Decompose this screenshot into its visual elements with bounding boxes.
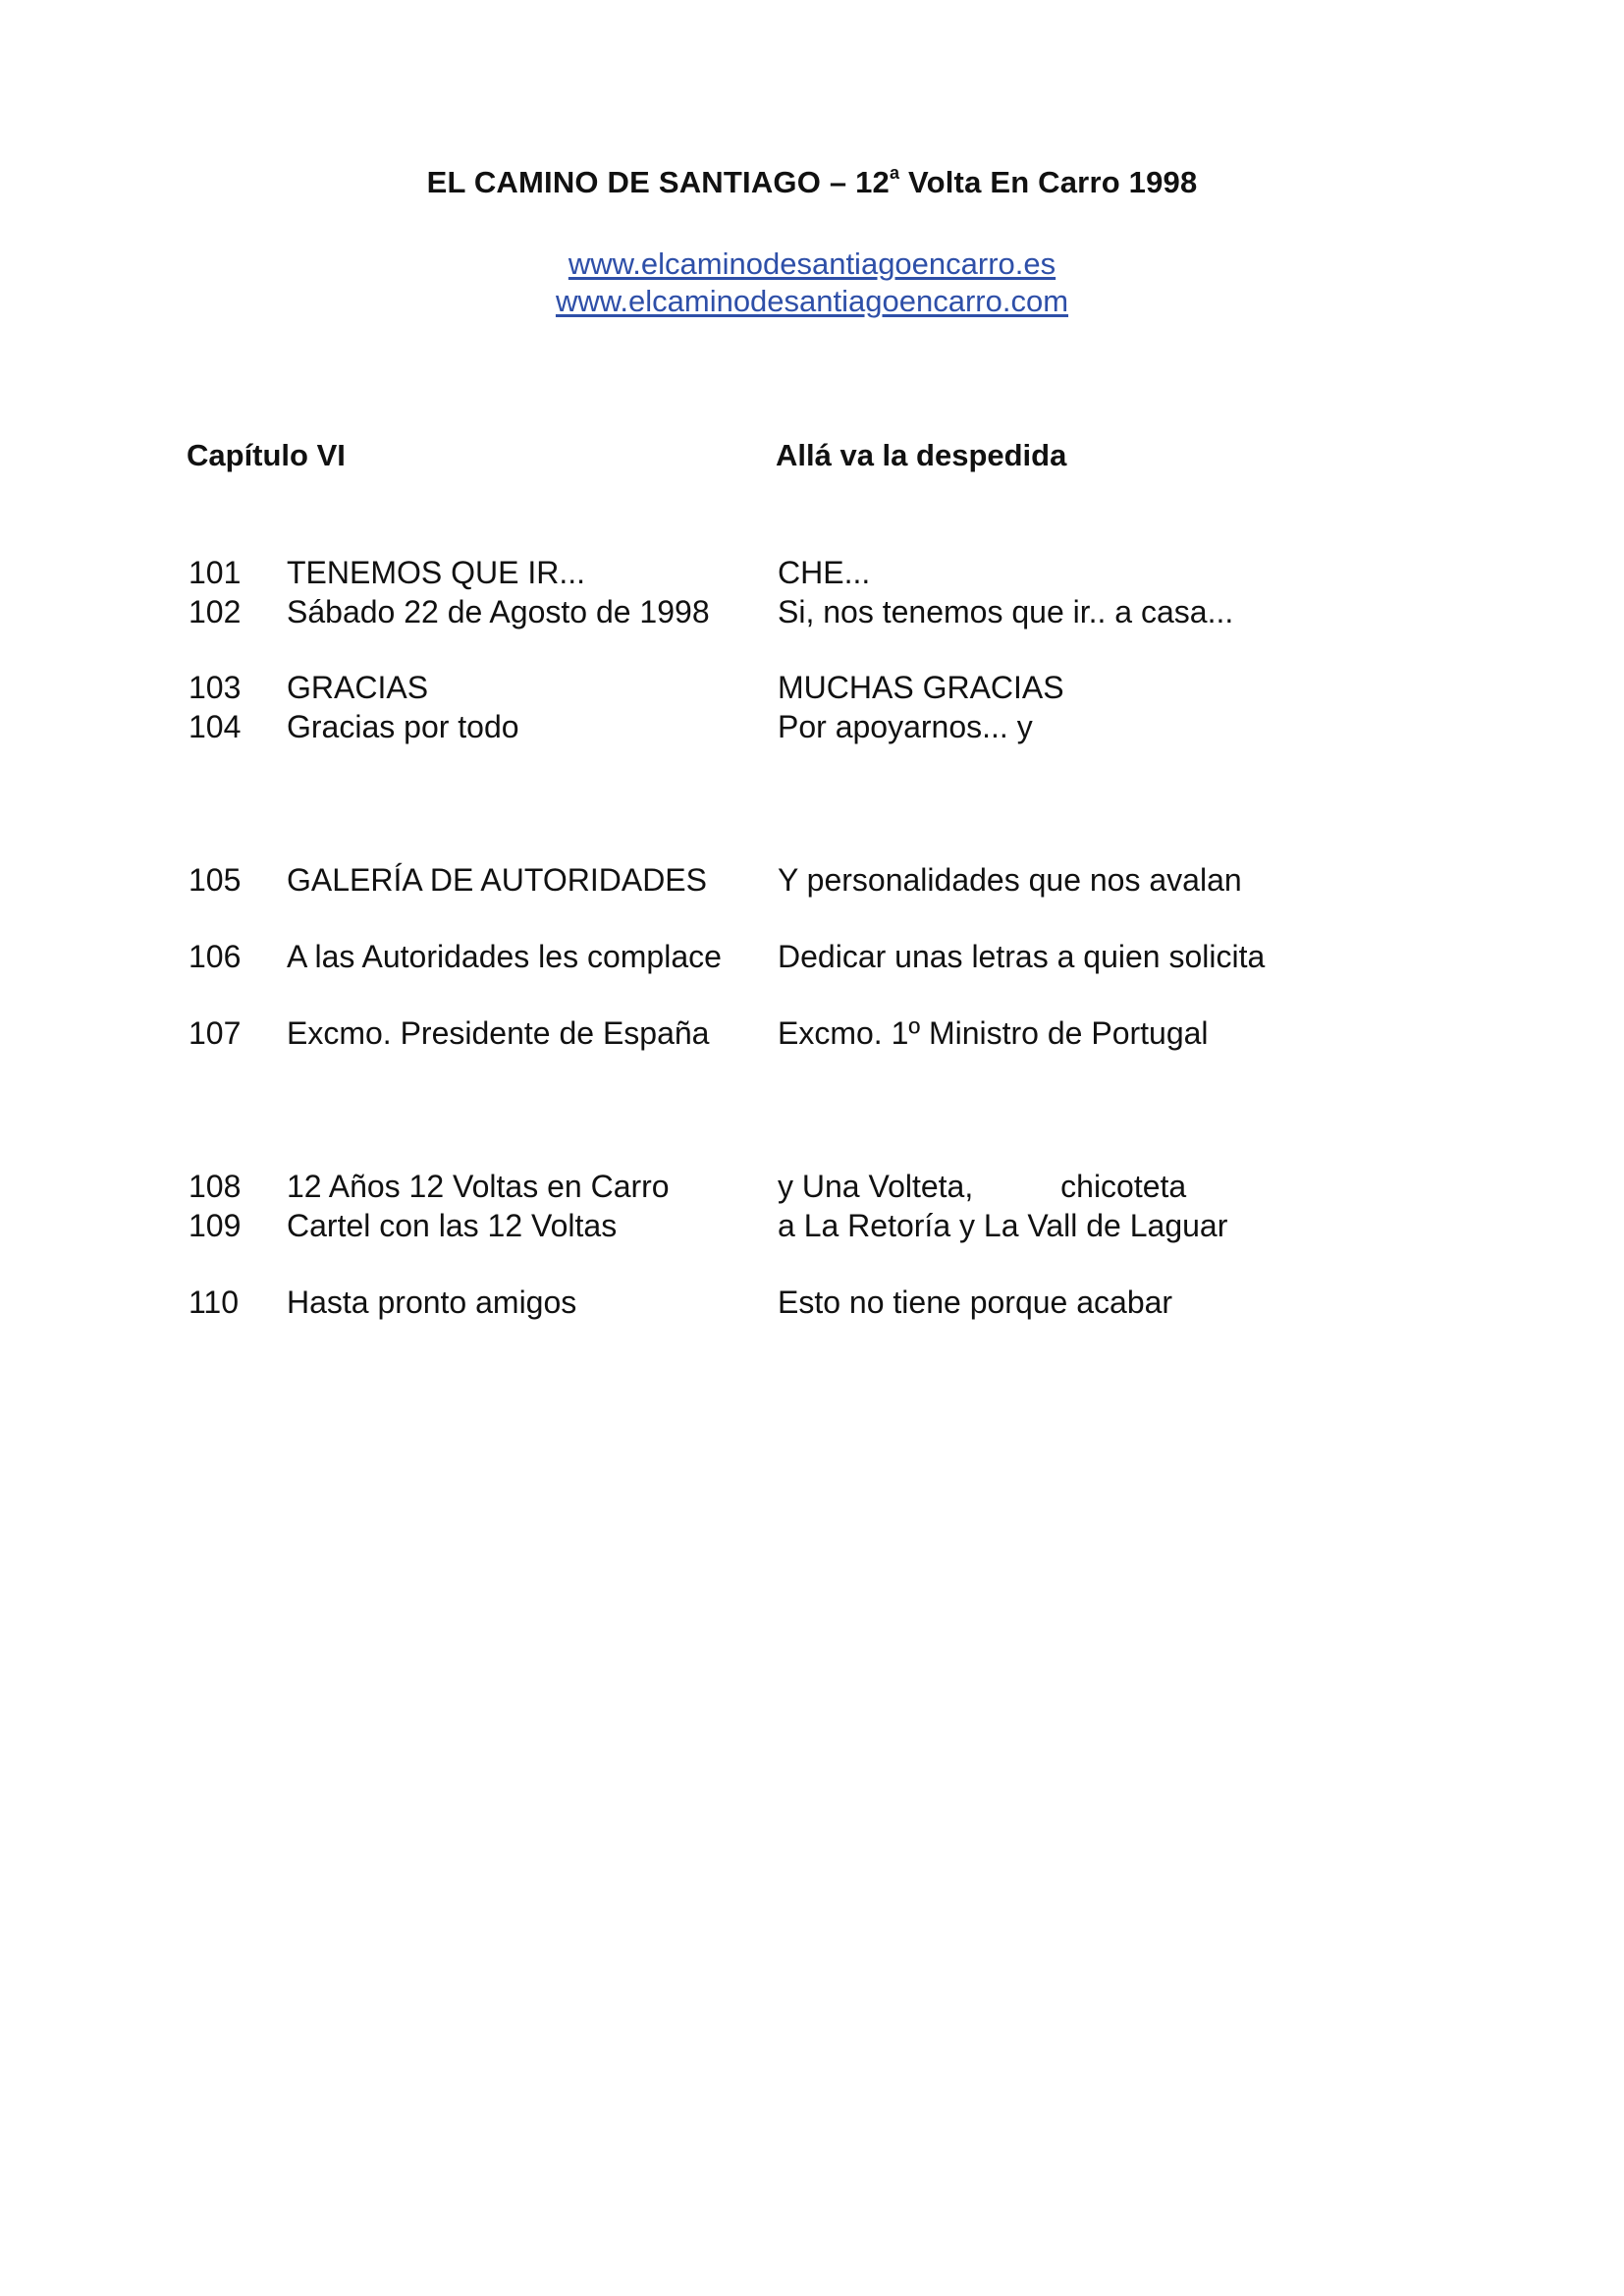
entry-row [0,1015,1624,1055]
entry-left-text: 12 Años 12 Voltas en Carro [287,1169,670,1204]
entry-row [0,1208,1624,1247]
entry-left-text: Cartel con las 12 Voltas [287,1208,618,1243]
entry-number: 109 [189,1208,242,1243]
website-link-es[interactable]: www.elcaminodesantiagoencarro.es [568,246,1056,281]
entry-row [0,1285,1624,1324]
entry-number: 110 [189,1285,240,1320]
entry-right-text: Y personalidades que nos avalan [778,862,1242,898]
entry-right-text: Excmo. 1º Ministro de Portugal [778,1015,1209,1051]
entry-right-text: Por apoyarnos... y [778,709,1033,744]
entry-left-text: Hasta pronto amigos [287,1285,577,1320]
entry-number: 103 [189,670,242,705]
entry-number: 104 [189,709,242,744]
entry-number: 107 [189,1015,242,1051]
entry-right-text: CHE... [778,555,871,590]
entry-left-text: GALERÍA DE AUTORIDADES [287,862,707,898]
entry-right-text: a La Retoría y La Vall de Laguar [778,1208,1228,1243]
entry-left-text: A las Autoridades les complace [287,939,722,974]
entry-row [0,1169,1624,1208]
entry-row [0,939,1624,978]
title-main: EL CAMINO DE SANTIAGO – 12 [426,165,890,199]
chapter-subtitle: Allá va la despedida [776,438,1067,472]
entry-row [0,670,1624,709]
entry-row [0,594,1624,633]
entry-number: 108 [189,1169,242,1204]
title-rest: Volta En Carro 1998 [899,165,1198,199]
website-link-com[interactable]: www.elcaminodesantiagoencarro.com [555,284,1069,318]
entry-number: 102 [189,594,242,629]
entry-number: 105 [189,862,242,898]
title-superscript: a [890,163,900,183]
entry-row [0,555,1624,594]
website-links [0,246,1624,320]
entry-right-text: Esto no tiene porque acabar [778,1285,1173,1320]
entry-right-text: Dedicar unas letras a quien solicita [778,939,1266,974]
entry-right-text: y Una Volteta, chicoteta [778,1169,1187,1204]
entry-left-text: TENEMOS QUE IR... [287,555,586,590]
entry-row [0,709,1624,748]
entry-left-text: Gracias por todo [287,709,519,744]
entry-number: 101 [189,555,242,590]
entry-left-text: Sábado 22 de Agosto de 1998 [287,594,710,629]
entry-left-text: GRACIAS [287,670,429,705]
entry-right-text: Si, nos tenemos que ir.. a casa... [778,594,1234,629]
document-title [0,165,1624,200]
entry-left-text: Excmo. Presidente de España [287,1015,710,1051]
chapter-label: Capítulo VI [187,438,346,472]
entry-row [0,862,1624,902]
entry-number: 106 [189,939,242,974]
entry-right-text: MUCHAS GRACIAS [778,670,1064,705]
